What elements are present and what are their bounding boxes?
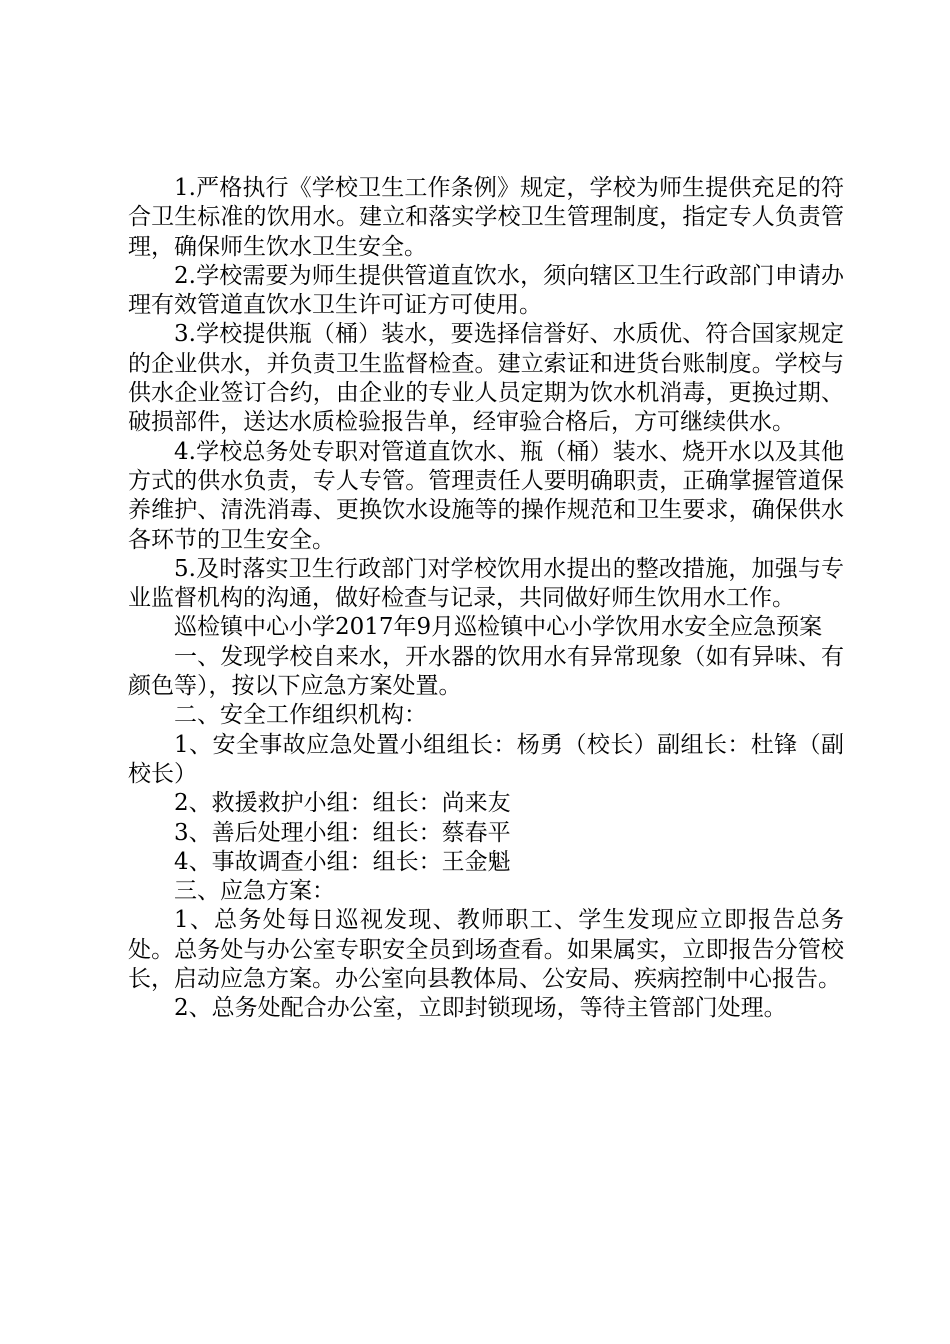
paragraph-2: 2.学校需要为师生提供管道直饮水，须向辖区卫生行政部门申请办理有效管道直饮水卫生许可证方可使用。 [128, 262, 844, 319]
plan-item-1: 1、总务处每日巡视发现、教师职工、学生发现应立即报告总务处。总务处与办公室专职安全员到场查看。如果属实，立即报告分管校长，启动应急方案。办公室向县教体局、公安局、疾病控制中心报告。 [128, 907, 844, 993]
document-body [128, 174, 844, 1024]
plan-title: 巡检镇中心小学2017年9月巡检镇中心小学饮用水安全应急预案 [174, 614, 823, 641]
paragraph-1: 1.严格执行《学校卫生工作条例》规定，学校为师生提供充足的符合卫生标准的饮用水。建立和落实学校卫生管理制度，指定专人负责管理，确保师生饮水卫生安全。 [128, 175, 844, 260]
org-item-3: 3、善后处理小组：组长：蔡春平 [174, 819, 511, 846]
section-2-heading: 二、安全工作组织机构： [174, 702, 427, 729]
paragraph-3: 3.学校提供瓶（桶）装水，要选择信誉好、水质优、符合国家规定的企业供水，并负责卫生监督检查。建立索证和进货台账制度。学校与供水企业签订合约，由企业的专业人员定期为饮水机消毒，更换过期、破损部件，送达水质检验报告单，经审验合格后，方可继续供水。 [128, 321, 844, 436]
section-3-heading: 三、应急方案： [174, 878, 335, 905]
plan-item-2: 2、总务处配合办公室，立即封锁现场，等待主管部门处理。 [174, 995, 787, 1022]
section-1: 一、发现学校自来水，开水器的饮用水有异常现象（如有异味、有颜色等），按以下应急方案处置。 [128, 643, 844, 700]
paragraph-5: 5.及时落实卫生行政部门对学校饮用水提出的整改措施，加强与专业监督机构的沟通，做好检查与记录，共同做好师生饮用水工作。 [128, 555, 844, 612]
org-item-2: 2、救援救护小组：组长：尚来友 [174, 790, 511, 817]
paragraph-4: 4.学校总务处专职对管道直饮水、瓶（桶）装水、烧开水以及其他方式的供水负责，专人专管。管理责任人要明确职责，正确掌握管道保养维护、清洗消毒、更换饮水设施等的操作规范和卫生要求，确保供水各环节的卫生安全。 [128, 438, 844, 553]
org-item-1: 1、安全事故应急处置小组组长：杨勇（校长）副组长：杜锋（副校长） [128, 731, 844, 787]
org-item-4: 4、事故调查小组：组长：王金魁 [174, 848, 511, 875]
